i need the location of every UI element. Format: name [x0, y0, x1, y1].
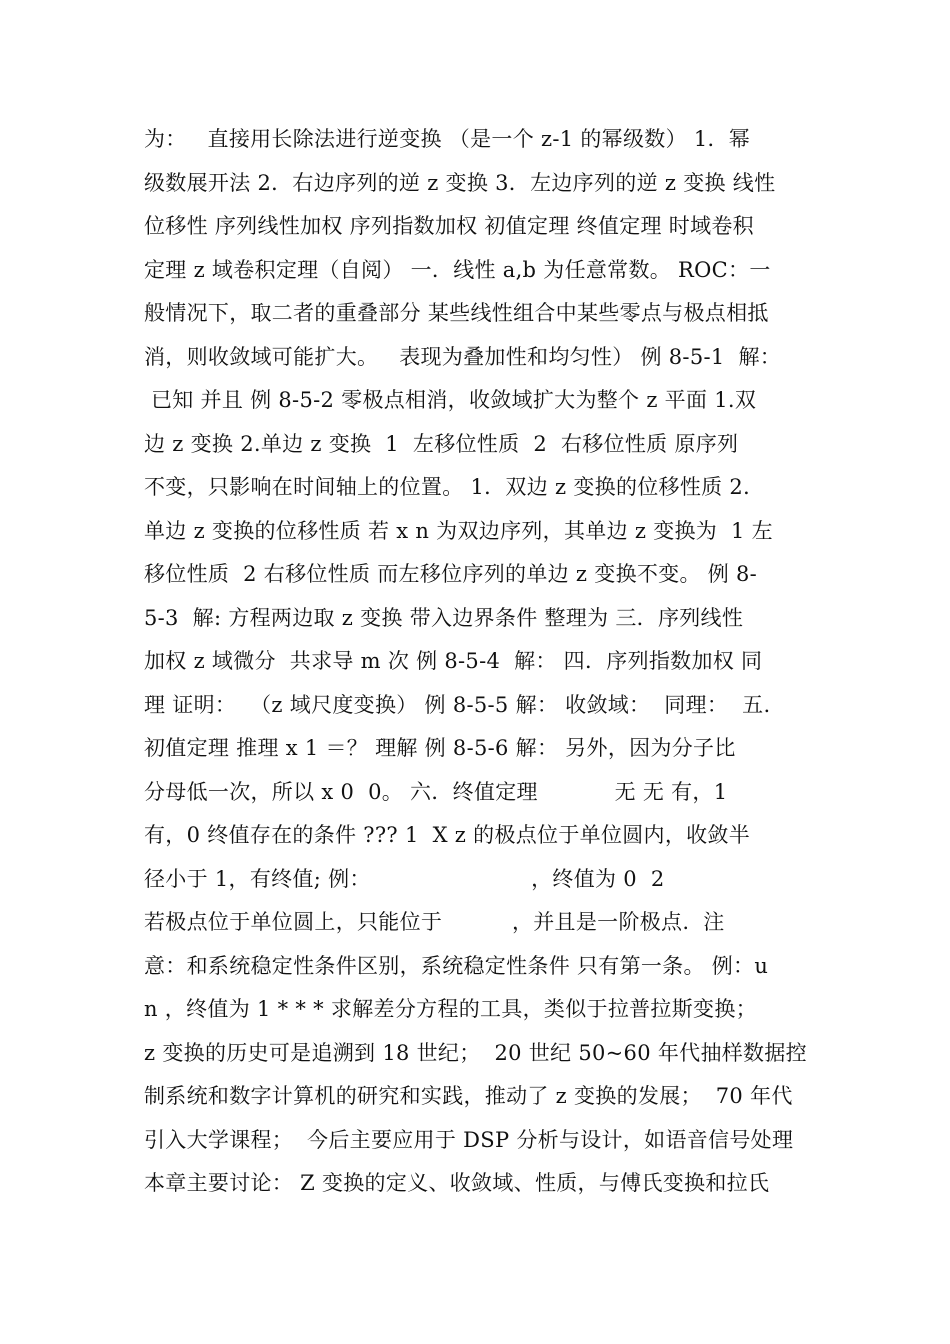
text-line: n ，终值为 1 * * * 求解差分方程的工具，类似于拉普拉斯变换； — [144, 997, 757, 1021]
text-line: 有，0 终值存在的条件 ??? 1 X z 的极点位于单位圆内，收敛半 — [144, 823, 751, 847]
text-line: 加权 z 域微分 共求导 m 次 例 8-5-4 解： 四．序列指数加权 同 — [144, 649, 763, 673]
text-line: 定理 z 域卷积定理（自阅） 一．线性 a,b 为任意常数。 ROC：一 — [144, 257, 771, 282]
text-line: z 变换的历史可是追溯到 18 世纪； 20 世纪 50~60 年代抽样数据控 — [144, 1040, 807, 1065]
text-line: 单边 z 变换的位移性质 若 x n 为双边序列，其单边 z 变换为 1 左 — [144, 518, 773, 543]
text-line: 级数展开法 2．右边序列的逆 z 变换 3．左边序列的逆 z 变换 线性 — [144, 170, 776, 195]
text-line: 引入大学课程； 今后主要应用于 DSP 分析与设计，如语音信号处理 — [144, 1127, 794, 1152]
text-line: 径小于 1，有终值; 例： ，终值为 0 2 — [144, 866, 665, 891]
text-line: 若极点位于单位圆上，只能位于 ，并且是一阶极点. 注 — [144, 910, 725, 934]
text-line: 分母低一次，所以 x 0 0。 六．终值定理 无 无 有，1 — [144, 779, 728, 804]
document-body-text — [144, 118, 814, 1206]
text-line: 不变，只影响在时间轴上的位置。 1．双边 z 变换的位移性质 2． — [144, 475, 765, 499]
text-line: 消，则收敛域可能扩大。 表现为叠加性和均匀性） 例 8-5-1 解： — [144, 344, 782, 369]
text-line: 制系统和数字计算机的研究和实践，推动了 z 变换的发展； 70 年代 — [144, 1084, 793, 1108]
text-line: 5-3 解: 方程两边取 z 变换 带入边界条件 整理为 三．序列线性 — [144, 605, 744, 630]
text-line: 移位性质 2 右移位性质 而左移位序列的单边 z 变换不变。 例 8- — [144, 562, 758, 586]
text-line: 意：和系统稳定性条件区别，系统稳定性条件 只有第一条。 例：u — [144, 953, 769, 978]
text-line: 本章主要讨论： Z 变换的定义、收敛域、性质，与傅氏变换和拉氏 — [144, 1171, 770, 1195]
text-line: 位移性 序列线性加权 序列指数加权 初值定理 终值定理 时域卷积 — [144, 214, 754, 238]
text-line: 初值定理 推理 x 1 ＝？ 理解 例 8-5-6 解： 另外，因为分子比 — [144, 736, 736, 760]
text-line: 般情况下，取二者的重叠部分 某些线性组合中某些零点与极点相抵 — [144, 301, 769, 325]
text-line: 已知 并且 例 8-5-2 零极点相消，收敛域扩大为整个 z 平面 1.双 — [144, 388, 757, 412]
text-line: 为： 直接用长除法进行逆变换 （是一个 z-1 的幂级数） 1．幂 — [144, 127, 751, 151]
text-line: 边 z 变换 2.单边 z 变换 1 左移位性质 2 右移位性质 原序列 — [144, 431, 739, 456]
text-line: 理 证明： （z 域尺度变换） 例 8-5-5 解： 收敛域： 同理： 五. — [144, 692, 771, 717]
